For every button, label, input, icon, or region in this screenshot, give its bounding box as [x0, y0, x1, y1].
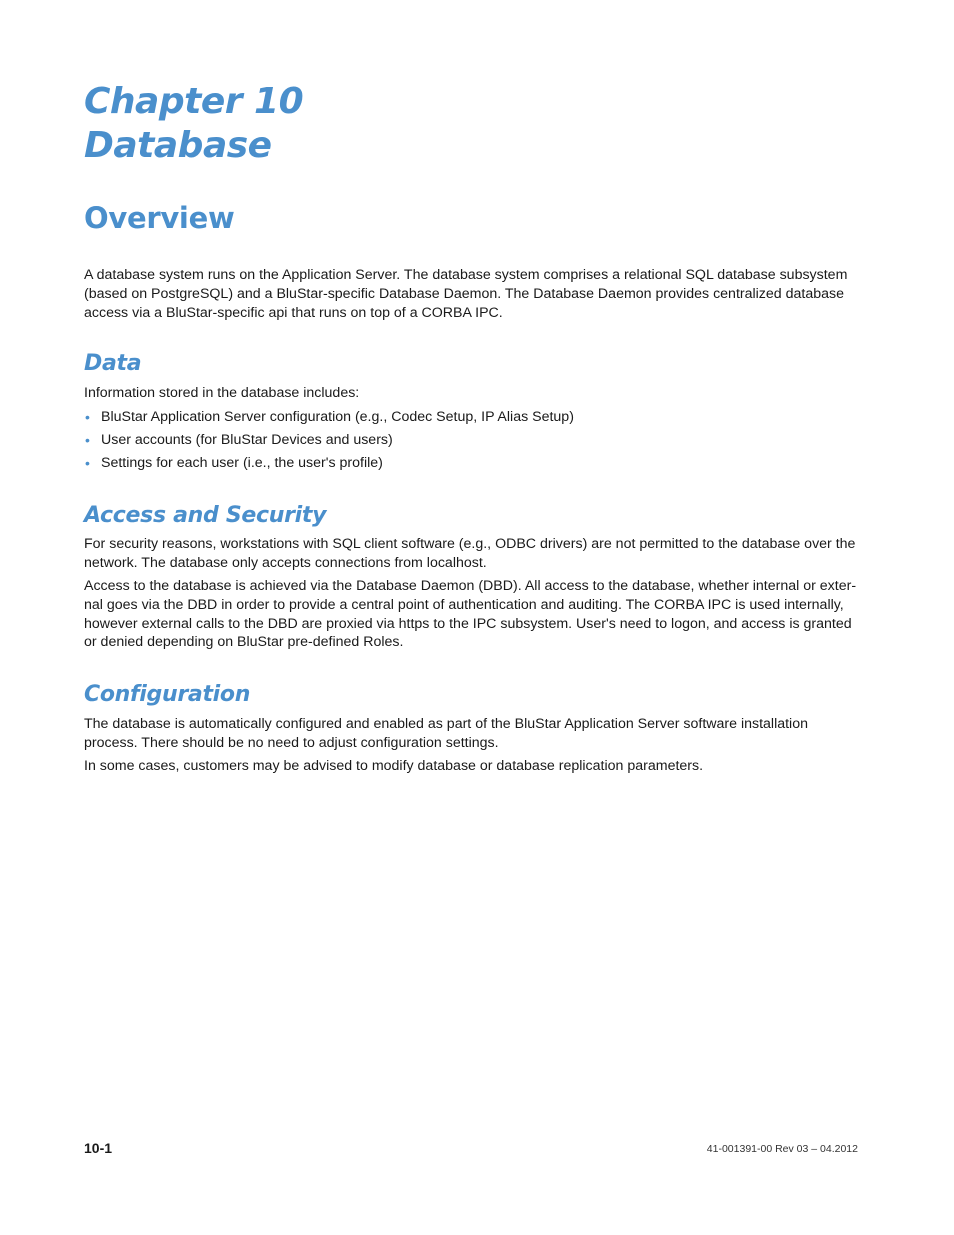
list-item: • User accounts (for BluStar Devices and users) — [85, 431, 393, 448]
data-bullet-list — [84, 408, 860, 473]
bullet-icon: • — [85, 454, 90, 471]
chapter-number: Chapter 10 — [84, 81, 304, 122]
overview-paragraph: A database system runs on the Application Server. The database system comprises a relational SQL database subsystem (based on PostgreSQL) and a BluStar-specific Database Daemon. The Database Daemon provides centralized database access via a BluStar-specific api that runs on top of a CORBA IPC. — [84, 267, 848, 321]
access-paragraph-2: Access to the database is achieved via the Database Daemon (DBD). All access to the database, whether internal or exter-nal goes via the DBD in order to provide a central point of authentication and auditing. The CORBA IPC is used internally, however external calls to the DBD are proxied via https to the IPC subsystem. User's need to logon, and access is granted or denied depending on BluStar pre-defined Roles. — [84, 578, 857, 651]
config-paragraph-1: The database is automatically configured and enabled as part of the BluStar Application Server software installation process. There should be no need to adjust configuration settings. — [84, 716, 808, 751]
data-body — [84, 384, 860, 477]
config-paragraph-2: In some cases, customers may be advised to modify database or database replication parameters. — [84, 758, 704, 775]
chapter-name: Database — [84, 125, 272, 166]
data-intro: Information stored in the database includes: — [84, 385, 360, 401]
overview-body — [84, 266, 860, 322]
list-item: • Settings for each user (i.e., the user's profile) — [85, 454, 383, 471]
page-number: 10-1 — [84, 1140, 113, 1156]
data-heading: Data — [84, 351, 142, 376]
list-item: • BluStar Application Server configuration (e.g., Codec Setup, IP Alias Setup) — [85, 408, 574, 425]
access-security-body — [84, 535, 860, 652]
access-security-heading: Access and Security — [84, 503, 327, 528]
access-paragraph-1: For security reasons, workstations with SQL client software (e.g., ODBC drivers) are not permitted to the database over the network. The database only accepts connections from localhost. — [84, 536, 856, 571]
bullet-icon: • — [85, 408, 90, 425]
configuration-heading: Configuration — [84, 682, 251, 707]
overview-heading: Overview — [84, 201, 235, 235]
document-id: 41-001391-00 Rev 03 – 04.2012 — [706, 1143, 858, 1155]
bullet-icon: • — [85, 431, 90, 448]
chapter-title — [84, 80, 303, 168]
configuration-body — [84, 715, 860, 776]
